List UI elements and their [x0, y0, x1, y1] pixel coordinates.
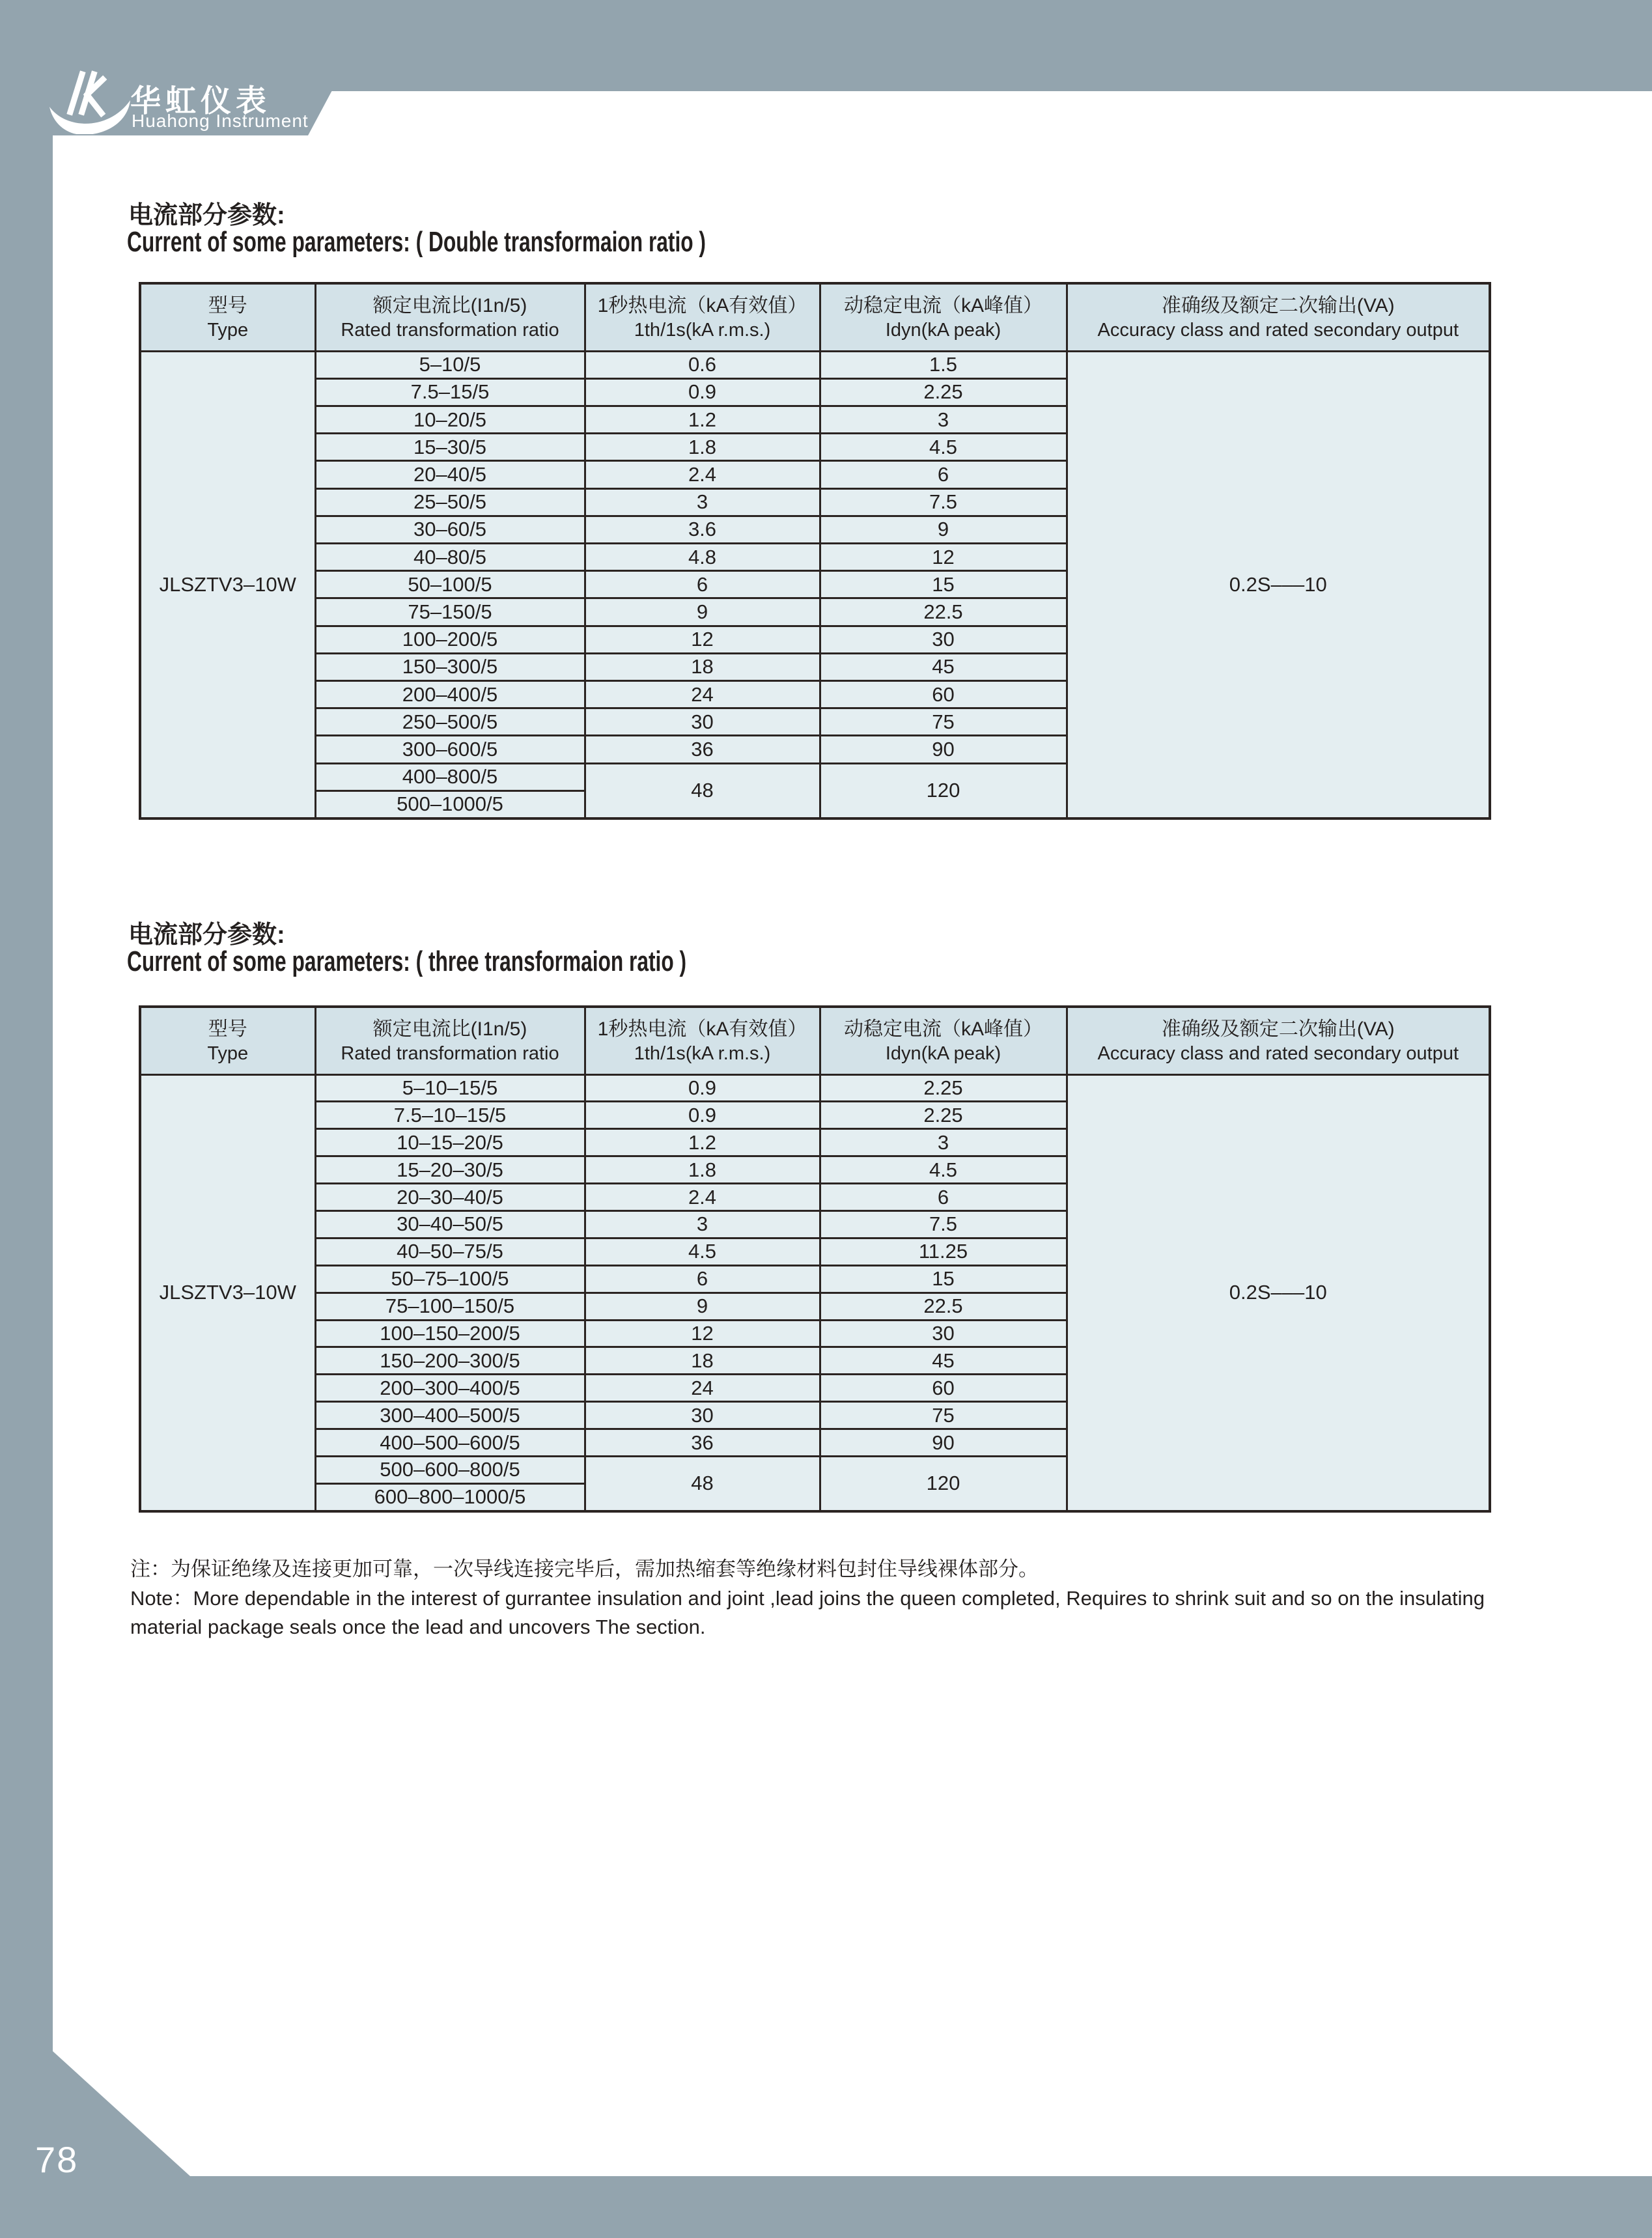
thermal-cell: 9 — [585, 1293, 820, 1320]
col-header-accuracy-cn: 准确级及额定二次输出(VA) — [1161, 294, 1395, 316]
thermal-cell: 1.8 — [585, 1156, 820, 1184]
thermal-cell: 2.4 — [585, 461, 820, 488]
dyn-cell: 75 — [820, 708, 1067, 736]
col-header-type-cn: 型号 — [208, 1018, 247, 1040]
parameters-table-double-ratio — [139, 282, 1491, 820]
dyn-cell: 15 — [820, 1265, 1067, 1293]
col-header-thermal-en: 1th/1s(kA r.m.s.) — [634, 1042, 771, 1064]
dyn-cell: 22.5 — [820, 598, 1067, 626]
thermal-cell: 1.2 — [585, 406, 820, 433]
ratio-cell: 250–500/5 — [315, 708, 585, 736]
col-header-ratio-en: Rated transformation ratio — [341, 1042, 559, 1064]
thermal-cell: 3 — [585, 1210, 820, 1238]
ratio-cell: 500–600–800/5 — [315, 1456, 585, 1483]
col-header-type-cn: 型号 — [208, 294, 247, 316]
dyn-cell: 120 — [820, 1456, 1067, 1511]
thermal-cell: 30 — [585, 1402, 820, 1429]
ratio-cell: 75–150/5 — [315, 598, 585, 626]
ratio-cell: 500–1000/5 — [315, 790, 585, 818]
thermal-cell: 12 — [585, 626, 820, 653]
dyn-cell: 11.25 — [820, 1238, 1067, 1265]
ratio-cell: 200–400/5 — [315, 680, 585, 708]
thermal-cell: 0.6 — [585, 351, 820, 378]
col-header-accuracy — [1067, 283, 1490, 351]
ratio-cell: 7.5–10–15/5 — [315, 1102, 585, 1129]
footer-band — [0, 2176, 1652, 2238]
col-header-ratio-cn: 额定电流比(I1n/5) — [372, 1018, 527, 1040]
logo-crescent — [49, 100, 130, 134]
thermal-cell: 18 — [585, 1347, 820, 1375]
thermal-cell: 0.9 — [585, 378, 820, 406]
col-header-accuracy-en: Accuracy class and rated secondary output — [1097, 1042, 1459, 1064]
thermal-cell: 24 — [585, 680, 820, 708]
dyn-cell: 2.25 — [820, 378, 1067, 406]
type-cell: JLSZTV3–10W — [140, 351, 315, 818]
ratio-cell: 50–75–100/5 — [315, 1265, 585, 1293]
ratio-cell: 25–50/5 — [315, 488, 585, 516]
col-header-ratio-en: Rated transformation ratio — [341, 319, 559, 341]
ratio-cell: 300–400–500/5 — [315, 1402, 585, 1429]
ratio-cell: 15–20–30/5 — [315, 1156, 585, 1184]
col-header-accuracy — [1067, 1007, 1490, 1074]
logo-text-en: Huahong Instrument — [132, 111, 309, 131]
ratio-cell: 40–50–75/5 — [315, 1238, 585, 1265]
dyn-cell: 22.5 — [820, 1293, 1067, 1320]
col-header-dyn-en: Idyn(kA peak) — [885, 1042, 1001, 1064]
ratio-cell: 75–100–150/5 — [315, 1293, 585, 1320]
accuracy-cell: 0.2S–––10 — [1067, 1074, 1490, 1511]
huahong-logo-icon — [48, 70, 134, 134]
footnote — [130, 1555, 1517, 1642]
dyn-cell: 6 — [820, 1184, 1067, 1211]
ratio-cell: 40–80/5 — [315, 543, 585, 570]
thermal-cell: 0.9 — [585, 1074, 820, 1102]
section1-title-cn: 电流部分参数: — [128, 202, 285, 229]
ratio-cell: 400–500–600/5 — [315, 1429, 585, 1457]
col-header-dyn — [820, 1007, 1067, 1074]
dyn-cell: 12 — [820, 543, 1067, 570]
thermal-cell: 24 — [585, 1375, 820, 1402]
table-header — [140, 1007, 1490, 1074]
dyn-cell: 2.25 — [820, 1102, 1067, 1129]
col-header-dyn — [820, 283, 1067, 351]
table-row — [140, 1074, 1490, 1102]
thermal-cell: 2.4 — [585, 1184, 820, 1211]
thermal-cell: 3 — [585, 488, 820, 516]
ratio-cell: 15–30/5 — [315, 434, 585, 461]
logo-stroke-4 — [87, 95, 102, 113]
ratio-cell: 10–20/5 — [315, 406, 585, 433]
col-header-thermal-en: 1th/1s(kA r.m.s.) — [634, 319, 771, 341]
dyn-cell: 15 — [820, 571, 1067, 598]
thermal-cell: 6 — [585, 571, 820, 598]
ratio-cell: 20–30–40/5 — [315, 1184, 585, 1211]
ratio-cell: 20–40/5 — [315, 461, 585, 488]
thermal-cell: 3.6 — [585, 516, 820, 543]
dyn-cell: 120 — [820, 763, 1067, 818]
thermal-cell: 4.5 — [585, 1238, 820, 1265]
col-header-dyn-cn: 动稳定电流（kA峰值） — [843, 1018, 1043, 1040]
ratio-cell: 5–10–15/5 — [315, 1074, 585, 1102]
dyn-cell: 6 — [820, 461, 1067, 488]
dyn-cell: 75 — [820, 1402, 1067, 1429]
dyn-cell: 60 — [820, 1375, 1067, 1402]
page-number: 78 — [35, 2139, 79, 2180]
ratio-cell: 100–200/5 — [315, 626, 585, 653]
thermal-cell: 12 — [585, 1320, 820, 1347]
dyn-cell: 30 — [820, 626, 1067, 653]
thermal-cell: 4.8 — [585, 543, 820, 570]
left-margin-strip — [0, 0, 53, 2238]
section2-title-en: Current of some parameters: ( three transformaion ratio ) — [127, 945, 687, 977]
dyn-cell: 60 — [820, 680, 1067, 708]
thermal-cell: 48 — [585, 1456, 820, 1511]
ratio-cell: 10–15–20/5 — [315, 1129, 585, 1156]
col-header-thermal — [585, 283, 820, 351]
thermal-cell: 1.2 — [585, 1129, 820, 1156]
dyn-cell: 3 — [820, 406, 1067, 433]
table-body — [140, 351, 1490, 818]
type-cell: JLSZTV3–10W — [140, 1074, 315, 1511]
ratio-cell: 50–100/5 — [315, 571, 585, 598]
col-header-type-en: Type — [207, 1042, 249, 1064]
col-header-type-en: Type — [207, 319, 249, 341]
ratio-cell: 7.5–15/5 — [315, 378, 585, 406]
col-header-thermal-cn: 1秒热电流（kA有效值） — [597, 1018, 807, 1040]
dyn-cell: 90 — [820, 736, 1067, 763]
table-header-row — [140, 1007, 1490, 1074]
ratio-cell: 300–600/5 — [315, 736, 585, 763]
ratio-cell: 200–300–400/5 — [315, 1375, 585, 1402]
dyn-cell: 7.5 — [820, 1210, 1067, 1238]
ratio-cell: 150–200–300/5 — [315, 1347, 585, 1375]
col-header-thermal — [585, 1007, 820, 1074]
table-header-row — [140, 283, 1490, 351]
col-header-accuracy-en: Accuracy class and rated secondary output — [1097, 319, 1459, 341]
dyn-cell: 2.25 — [820, 1074, 1067, 1102]
thermal-cell: 30 — [585, 708, 820, 736]
dyn-cell: 4.5 — [820, 434, 1067, 461]
table-header — [140, 283, 1490, 351]
col-header-type — [140, 1007, 315, 1074]
accuracy-cell: 0.2S–––10 — [1067, 351, 1490, 818]
footer-diagonal-wedge — [0, 2051, 190, 2176]
footnote-en: Note：More dependable in the interest of gurrantee insulation and joint ,lead joins the queen completed, Requires to shrink suit and so on the insulating material package seals once the lead and uncovers The section. — [130, 1586, 1485, 1639]
col-header-ratio — [315, 283, 585, 351]
col-header-type — [140, 283, 315, 351]
thermal-cell: 9 — [585, 598, 820, 626]
ratio-cell: 150–300/5 — [315, 653, 585, 680]
dyn-cell: 4.5 — [820, 1156, 1067, 1184]
thermal-cell: 18 — [585, 653, 820, 680]
ratio-cell: 30–40–50/5 — [315, 1210, 585, 1238]
dyn-cell: 30 — [820, 1320, 1067, 1347]
section1-title-en: Current of some parameters: ( Double transformaion ratio ) — [127, 226, 706, 258]
thermal-cell: 36 — [585, 736, 820, 763]
dyn-cell: 45 — [820, 1347, 1067, 1375]
thermal-cell: 36 — [585, 1429, 820, 1457]
dyn-cell: 3 — [820, 1129, 1067, 1156]
ratio-cell: 100–150–200/5 — [315, 1320, 585, 1347]
col-header-dyn-en: Idyn(kA peak) — [885, 319, 1001, 341]
section2-title-cn: 电流部分参数: — [128, 921, 285, 949]
col-header-ratio — [315, 1007, 585, 1074]
col-header-ratio-cn: 额定电流比(I1n/5) — [372, 294, 527, 316]
ratio-cell: 30–60/5 — [315, 516, 585, 543]
col-header-dyn-cn: 动稳定电流（kA峰值） — [843, 294, 1043, 316]
dyn-cell: 1.5 — [820, 351, 1067, 378]
logo-text-cn: 华虹仪表 — [130, 83, 271, 118]
dyn-cell: 45 — [820, 653, 1067, 680]
col-header-thermal-cn: 1秒热电流（kA有效值） — [597, 294, 807, 316]
thermal-cell: 6 — [585, 1265, 820, 1293]
logo-stroke-1 — [70, 74, 82, 112]
col-header-accuracy-cn: 准确级及额定二次输出(VA) — [1161, 1018, 1395, 1040]
thermal-cell: 0.9 — [585, 1102, 820, 1129]
ratio-cell: 600–800–1000/5 — [315, 1483, 585, 1511]
dyn-cell: 9 — [820, 516, 1067, 543]
table-row — [140, 351, 1490, 378]
ratio-cell: 400–800/5 — [315, 763, 585, 790]
dyn-cell: 90 — [820, 1429, 1067, 1457]
footnote-cn: 注：为保证绝缘及连接更加可靠，一次导线连接完毕后，需加热缩套等绝缘材料包封住导线裸体部分。 — [130, 1558, 1039, 1580]
thermal-cell: 48 — [585, 763, 820, 818]
parameters-table-three-ratio — [139, 1005, 1491, 1513]
table-body — [140, 1074, 1490, 1511]
ratio-cell: 5–10/5 — [315, 351, 585, 378]
thermal-cell: 1.8 — [585, 434, 820, 461]
dyn-cell: 7.5 — [820, 488, 1067, 516]
